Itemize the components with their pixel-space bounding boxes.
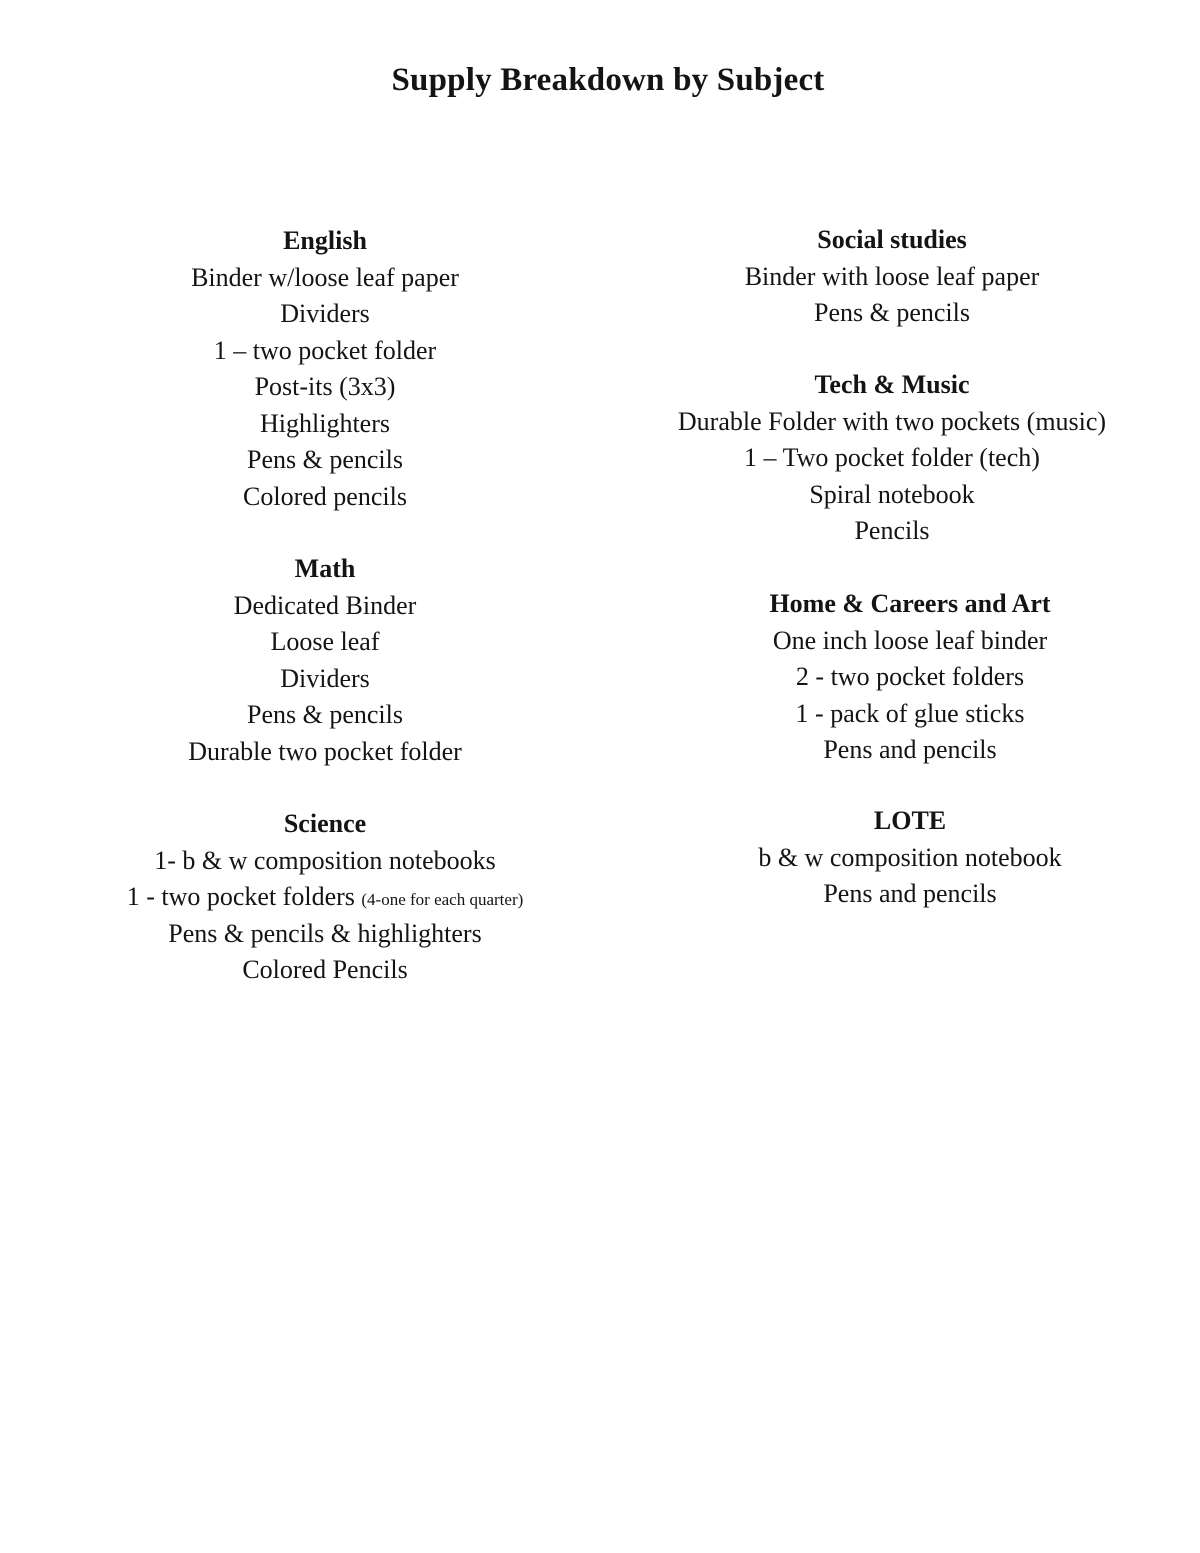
section-english <box>80 223 570 515</box>
section-lote <box>720 803 1100 913</box>
page-title: Supply Breakdown by Subject <box>391 62 825 98</box>
list-item: Binder w/loose leaf paper <box>191 262 459 292</box>
list-item: Dedicated Binder <box>233 590 417 620</box>
list-item: Dividers <box>280 663 370 693</box>
list-item: Dividers <box>280 299 370 328</box>
list-item: 1 – Two pocket folder (tech) <box>744 443 1040 472</box>
list-item: 1 – two pocket folder <box>213 335 437 365</box>
section-heading-tech-music: Tech & Music <box>814 370 970 399</box>
section-heading-math: Math <box>294 554 356 583</box>
section-heading-science: Science <box>283 809 367 838</box>
list-item-folders <box>80 879 570 916</box>
list-item: Pens & pencils & highlighters <box>168 918 482 948</box>
list-item: Highlighters <box>260 408 390 438</box>
list-item: Pens & pencils <box>247 700 403 729</box>
list-item: Pens and pencils <box>823 879 997 908</box>
list-item: Pencils <box>854 516 930 545</box>
section-tech-music <box>650 367 1134 550</box>
list-item: Binder with loose leaf paper <box>744 261 1040 291</box>
list-item-text: 1 - two pocket folders <box>126 882 355 911</box>
list-item: Loose leaf <box>270 627 380 656</box>
list-item: Colored Pencils <box>242 955 408 984</box>
section-math <box>80 551 570 770</box>
section-heading-lote: LOTE <box>873 806 947 835</box>
section-heading-home-careers-art: Home & Careers and Art <box>769 589 1051 618</box>
section-heading-english: English <box>283 226 367 255</box>
list-item: Spiral notebook <box>809 479 975 509</box>
list-item: Post-its (3x3) <box>254 372 396 401</box>
list-item: Pens and pencils <box>823 735 997 764</box>
list-item: Pens & pencils <box>247 445 403 474</box>
section-home-careers-art <box>720 586 1100 769</box>
section-heading-social-studies: Social studies <box>817 225 967 254</box>
section-social-studies <box>650 222 1134 332</box>
list-item: b & w composition notebook <box>758 842 1062 872</box>
folder-note: (4-one for each quarter) <box>361 890 524 909</box>
list-item: One inch loose leaf binder <box>772 625 1048 655</box>
list-item: Durable two pocket folder <box>188 736 462 766</box>
list-item: Colored pencils <box>243 481 407 511</box>
list-item: 1 - pack of glue sticks <box>795 698 1025 728</box>
list-item: Pens & pencils <box>814 298 970 327</box>
list-item: Durable Folder with two pockets (music) <box>677 406 1107 436</box>
list-item: 1- b & w composition notebooks <box>154 845 496 875</box>
section-science <box>80 806 570 989</box>
list-item: 2 - two pocket folders <box>795 662 1025 691</box>
